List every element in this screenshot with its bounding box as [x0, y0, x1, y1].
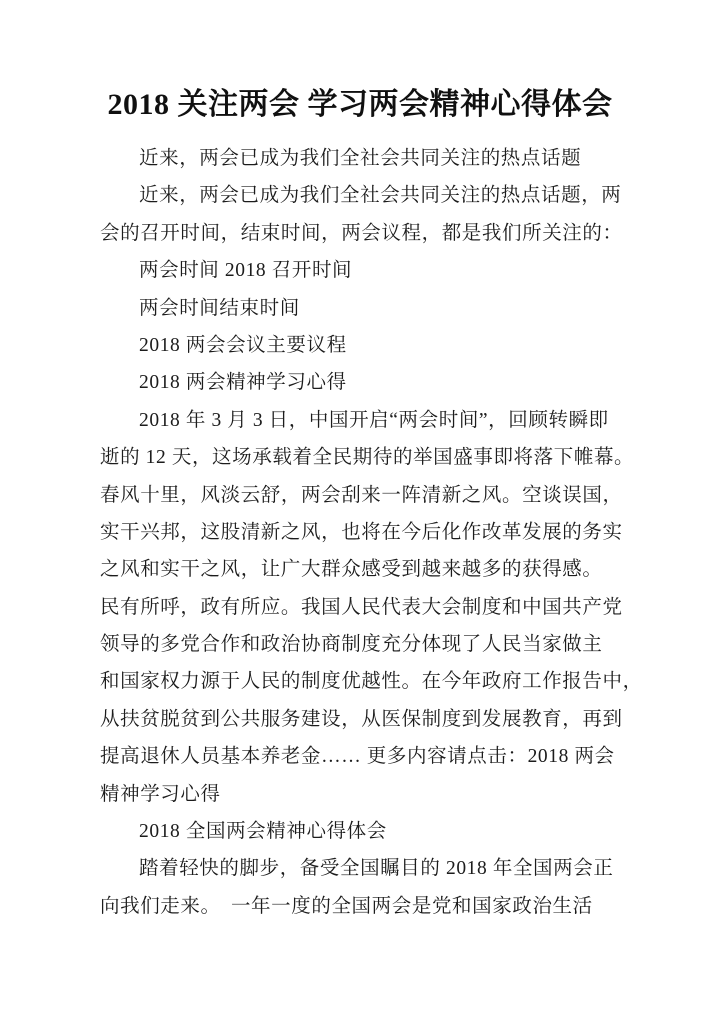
document-title: 2018 关注两会 学习两会精神心得体会	[107, 88, 613, 121]
text-line: 近来，两会已成为我们全社会共同关注的热点话题	[139, 148, 582, 169]
text-line: 实干兴邦，这股清新之风，也将在今后化作改革发展的务实	[100, 521, 623, 543]
text-line: 向我们走来。 一年一度的全国两会是党和国家政治生活	[100, 895, 593, 917]
text-line: 2018 两会精神学习心得	[139, 372, 347, 394]
text-line: 2018 两会会议主要议程	[139, 334, 347, 356]
document-body	[0, 130, 720, 925]
text-line: 两会时间 2018 召开时间	[139, 260, 353, 282]
text-line: 近来，两会已成为我们全社会共同关注的热点话题，两	[139, 185, 622, 207]
text-line: 踏着轻快的脚步，备受全国瞩目的 2018 年全国两会正	[139, 858, 614, 880]
text-line: 2018 全国两会精神心得体会	[139, 821, 387, 843]
text-line: 春风十里，风淡云舒，两会刮来一阵清新之风。空谈误国，	[100, 484, 623, 506]
text-line: 和国家权力源于人民的制度优越性。在今年政府工作报告中，	[100, 671, 643, 693]
text-line: 会的召开时间，结束时间，两会议程，都是我们所关注的：	[100, 222, 623, 244]
text-line: 提高退休人员基本养老金…… 更多内容请点击：2018 两会	[100, 746, 615, 768]
text-line: 2018 年 3 月 3 日，中国开启“两会时间”，回顾转瞬即	[139, 409, 609, 431]
text-line: 精神学习心得	[100, 783, 221, 805]
text-line: 民有所呼，政有所应。我国人民代表大会制度和中国共产党	[100, 596, 623, 618]
text-line: 领导的多党合作和政治协商制度充分体现了人民当家做主	[100, 634, 603, 656]
text-line: 逝的 12 天，这场承载着全民期待的举国盛事即将落下帷幕。	[100, 447, 635, 469]
text-line: 两会时间结束时间	[139, 297, 300, 319]
text-line: 之风和实干之风，让广大群众感受到越来越多的获得感。	[100, 559, 603, 581]
text-line: 从扶贫脱贫到公共服务建设，从医保制度到发展教育，再到	[100, 708, 623, 730]
